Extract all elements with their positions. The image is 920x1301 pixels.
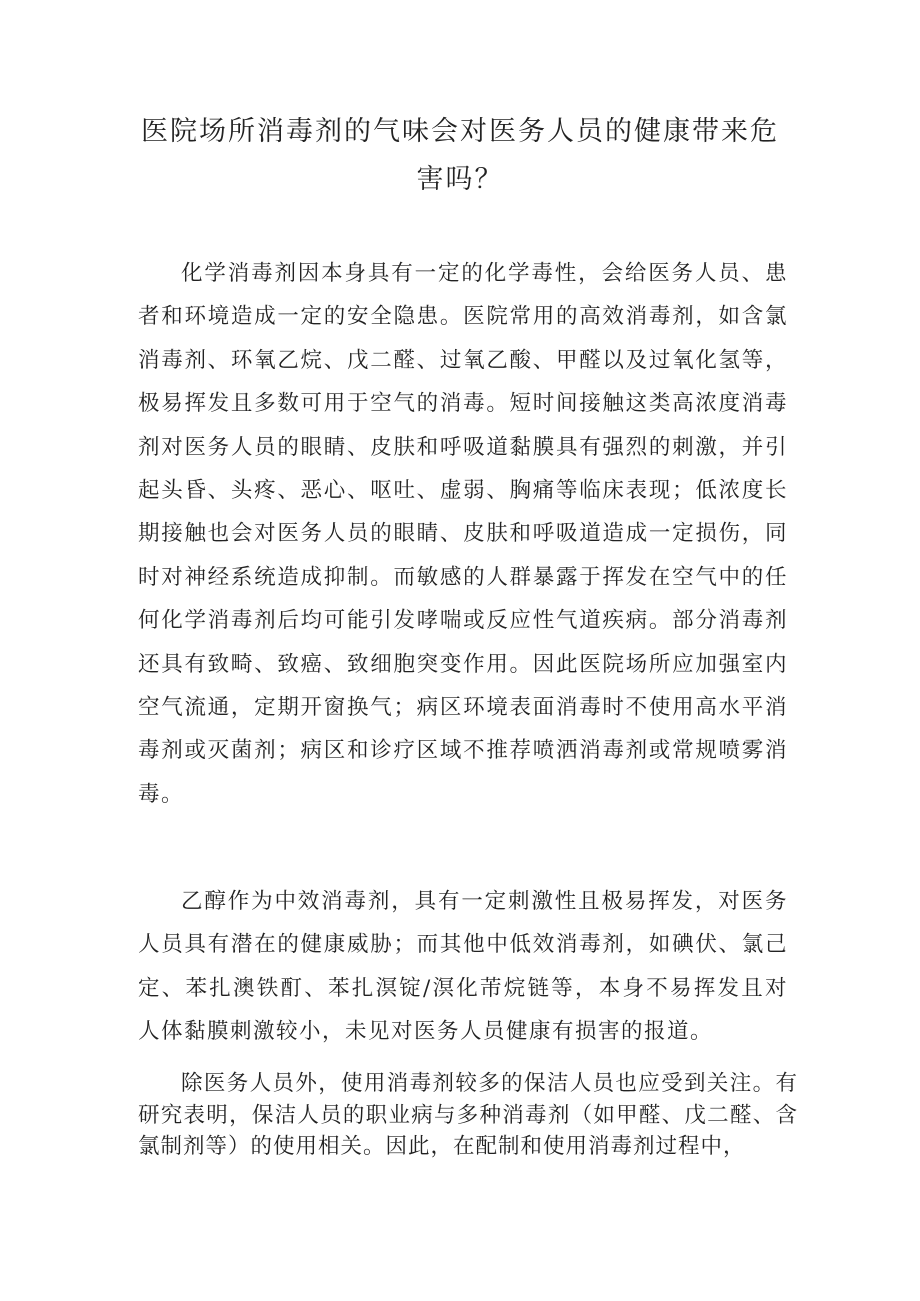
paragraph-chemical-disinfectants: 化学消毒剂因本身具有一定的化学毒性，会给医务人员、患者和环境造成一定的安全隐患。医院常用的高效消毒剂，如含氯消毒剂、环氧乙烷、戊二醛、过氧乙酸、甲醛以及过氧化氢等，极易挥发且多数可用于空气的消毒。短时间接触这类高浓度消毒剂对医务人员的眼睛、皮肤和呼吸道黏膜具有强烈的刺激，并引起头昏、头疼、恶心、呕吐、虚弱、胸痛等临床表现；低浓度长期接触也会对医务人员的眼睛、皮肤和呼吸道造成一定损伤，同时对神经系统造成抑制。而敏感的人群暴露于挥发在空气中的任何化学消毒剂后均可能引发哮喘或反应性气道疾病。部分消毒剂还具有致畸、致癌、致细胞突变作用。因此医院场所应加强室内空气流通，定期开窗换气；病区环境表面消毒时不使用高水平消毒剂或灭菌剂；病区和诊疗区域不推荐喷洒消毒剂或常规喷雾消毒。 — [138, 261, 788, 807]
paragraph-cleaning-staff: 除医务人员外，使用消毒剂较多的保洁人员也应受到关注。有研究表明，保洁人员的职业病与多种消毒剂（如甲醛、戊二醛、含氯制剂等）的使用相关。因此，在配制和使用消毒剂过程中， — [138, 1071, 798, 1159]
document-title: 医院场所消毒剂的气味会对医务人员的健康带来危害吗？ — [141, 116, 779, 195]
paragraph-ethanol: 乙醇作为中效消毒剂，具有一定刺激性且极易挥发，对医务人员具有潜在的健康威胁；而其他中低效消毒剂，如碘伏、氯己定、苯扎澳铁酊、苯扎溟锭/溟化芾烷链等，本身不易挥发且对人体黏膜刺激较小，未见对医务人员健康有损害的报道。 — [138, 889, 788, 1045]
